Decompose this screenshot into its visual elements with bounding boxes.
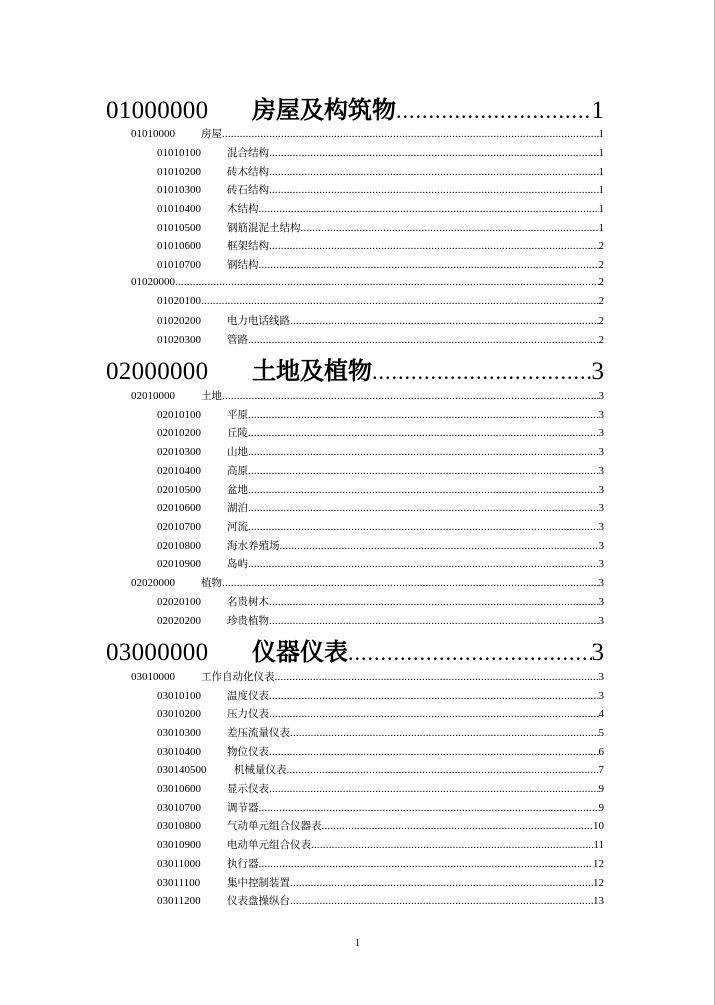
toc-entry-level3[interactable]: [157, 837, 604, 853]
dot-leader: [248, 427, 599, 439]
toc-page-number: 3: [598, 484, 604, 496]
dot-leader: [269, 166, 599, 178]
toc-title: 差压流量仪表: [227, 727, 290, 739]
toc-entry-level3[interactable]: [157, 762, 604, 778]
toc-entry-level3[interactable]: [157, 145, 604, 161]
dot-leader: [322, 820, 594, 832]
toc-page-number: 3: [598, 690, 604, 702]
toc-title: 土地: [201, 390, 222, 402]
toc-title: 植物: [201, 577, 222, 589]
dot-leader: [248, 558, 599, 570]
toc-code: 03010200: [157, 708, 201, 720]
toc-title: 名贵树木: [227, 596, 269, 608]
dot-leader: [269, 240, 599, 252]
toc-page-number: 5: [598, 727, 604, 739]
toc-page-number: 3: [591, 358, 604, 385]
toc-code: 02010800: [157, 540, 201, 552]
toc-page-number: 2: [598, 240, 604, 252]
toc-entry-level3[interactable]: [157, 538, 604, 554]
toc-code: 02010700: [157, 521, 201, 533]
toc-code: 03010600: [157, 783, 201, 795]
dot-leader: [248, 334, 599, 346]
toc-title: 管路: [227, 334, 248, 346]
dot-leader: [269, 147, 599, 159]
toc-code: 01010600: [157, 240, 201, 252]
toc-title: 工作自动化仪表: [201, 671, 275, 683]
toc-title: 电动单元组合仪表: [227, 839, 311, 851]
toc-title: 调节器: [227, 802, 259, 814]
toc-code: 01020000: [131, 276, 175, 288]
dot-leader: [222, 577, 599, 589]
toc-title: 房屋: [201, 128, 222, 140]
toc-code: 03011000: [157, 858, 201, 870]
toc-entry-level3[interactable]: [157, 856, 604, 872]
toc-title: 机械量仪表: [234, 764, 287, 776]
toc-code: 02020100: [157, 596, 201, 608]
toc-code: 02010500: [157, 484, 201, 496]
toc-entry-level2[interactable]: [131, 388, 604, 404]
toc-code: 01010300: [157, 184, 201, 196]
dot-leader: [396, 98, 592, 124]
toc-entry-level3[interactable]: [157, 875, 604, 891]
toc-code: 02010000: [131, 390, 175, 402]
dot-leader: [222, 128, 599, 140]
toc-page-number: 13: [593, 895, 604, 907]
toc-code: 01010200: [157, 166, 201, 178]
toc-page-number: 3: [591, 639, 604, 666]
toc-title: 砖木结构: [227, 166, 269, 178]
toc-entry-level3[interactable]: [157, 893, 604, 909]
toc-entry-level2[interactable]: [131, 669, 604, 685]
toc-page-number: 4: [598, 708, 604, 720]
toc-entry-level3[interactable]: [157, 425, 604, 441]
toc-entry-level3[interactable]: [157, 725, 604, 741]
toc-page-number: 10: [593, 820, 604, 832]
toc-title: 盆地: [227, 484, 248, 496]
toc-code: 02010600: [157, 502, 201, 514]
footer-page-number: 1: [354, 937, 361, 949]
dot-leader: [269, 615, 599, 627]
toc-title: 土地及植物: [252, 357, 372, 385]
toc-code: 03010400: [157, 746, 201, 758]
toc-page-number: 12: [593, 877, 604, 889]
toc-entry-level3[interactable]: [157, 613, 604, 629]
toc-page-number: 7: [598, 764, 604, 776]
dot-leader: [248, 521, 599, 533]
dot-leader: [290, 727, 599, 739]
toc-title: 房屋及构筑物: [252, 96, 396, 124]
toc-entry-level3[interactable]: [157, 744, 604, 760]
toc-entry-level1[interactable]: [106, 90, 604, 124]
toc-page-number: 2: [598, 276, 604, 288]
toc-title: 海水养殖场: [227, 540, 280, 552]
toc-entry-level3[interactable]: [157, 800, 604, 816]
dot-leader: [275, 671, 599, 683]
toc-entry-level3[interactable]: [157, 500, 604, 516]
toc-page-number: 6: [598, 746, 604, 758]
toc-page-number: 1: [591, 97, 604, 124]
toc-page-number: 9: [598, 802, 604, 814]
toc-entry-level3[interactable]: [157, 818, 604, 834]
toc-code: 01010700: [157, 259, 201, 271]
dot-leader: [269, 690, 599, 702]
toc-entry-level3[interactable]: [157, 781, 604, 797]
toc-page-number: 9: [598, 783, 604, 795]
toc-entry-level3[interactable]: [157, 407, 604, 423]
toc-code: 01020300: [157, 334, 201, 346]
toc-code: 02010200: [157, 427, 201, 439]
toc-entry-level3[interactable]: [157, 220, 604, 236]
toc-title: 物位仪表: [227, 746, 269, 758]
toc-code: 03011100: [157, 877, 201, 889]
toc-entry-level3[interactable]: [157, 332, 604, 348]
toc-title: 砖石结构: [227, 184, 269, 196]
toc-page-number: 1: [598, 166, 604, 178]
toc-code: 03010100: [157, 690, 201, 702]
toc-title: 执行器: [227, 858, 259, 870]
toc-entry-level3[interactable]: [157, 201, 604, 217]
toc-code: 01010100: [157, 147, 201, 159]
toc-code: 02020000: [131, 577, 175, 589]
toc-code: 03000000: [106, 639, 209, 666]
toc-entry-level3[interactable]: [157, 257, 604, 273]
dot-leader: [201, 295, 599, 307]
toc-page-number: 2: [598, 295, 604, 307]
toc-title: 河流: [227, 521, 248, 533]
toc-page-number: 1: [598, 128, 604, 140]
dot-leader: [259, 802, 599, 814]
toc-title: 压力仪表: [227, 708, 269, 720]
dot-leader: [269, 746, 599, 758]
toc-code: 03010300: [157, 727, 201, 739]
toc-code: 02010900: [157, 558, 201, 570]
toc-title: 钢结构: [227, 259, 259, 271]
dot-leader: [248, 502, 599, 514]
toc-code: 030140500: [157, 764, 207, 776]
toc-code: 02010300: [157, 446, 201, 458]
toc-entry-level1[interactable]: [106, 632, 604, 666]
toc-code: 03010800: [157, 820, 201, 832]
toc-entry-level3[interactable]: [157, 482, 604, 498]
toc-entry-level3[interactable]: [157, 313, 604, 329]
toc-page-number: 3: [598, 521, 604, 533]
toc-title: 高原: [227, 465, 248, 477]
toc-page-number: 2: [598, 259, 604, 271]
toc-code: 01010400: [157, 203, 201, 215]
toc-page-number: 3: [598, 465, 604, 477]
toc-entry-level3[interactable]: [157, 556, 604, 572]
toc-title: 山地: [227, 446, 248, 458]
toc-title: 木结构: [227, 203, 259, 215]
toc-entry-level3[interactable]: [157, 463, 604, 479]
toc-page-number: 3: [598, 558, 604, 570]
dot-leader: [311, 839, 593, 851]
toc-title: 丘陵: [227, 427, 248, 439]
dot-leader: [248, 484, 599, 496]
toc-entry-level1[interactable]: [106, 351, 604, 385]
toc-title: 混合结构: [227, 147, 269, 159]
toc-title: 湖泊: [227, 502, 248, 514]
toc-entry-level3[interactable]: [157, 706, 604, 722]
toc-page-number: 3: [598, 671, 604, 683]
dot-leader: [248, 409, 599, 421]
toc-code: 03010000: [131, 671, 175, 683]
dot-leader: [248, 465, 599, 477]
toc-code: 01020100: [157, 295, 201, 307]
dot-leader: [259, 259, 599, 271]
toc-entry-level3[interactable]: [157, 295, 604, 311]
dot-leader: [269, 783, 599, 795]
toc-page-number: 2: [598, 334, 604, 346]
toc-entry-level3[interactable]: [157, 238, 604, 254]
dot-leader: [290, 877, 593, 889]
dot-leader: [269, 184, 599, 196]
toc-title: 仪器仪表: [252, 638, 348, 666]
dot-leader: [175, 276, 599, 288]
toc-code: 01000000: [106, 97, 209, 124]
toc-entry-level3[interactable]: [157, 688, 604, 704]
dot-leader: [290, 315, 599, 327]
toc-page-number: 3: [598, 427, 604, 439]
toc-code: 03010900: [157, 839, 201, 851]
toc-page-number: 3: [598, 502, 604, 514]
toc-code: 01010500: [157, 222, 201, 234]
toc-code: 02010400: [157, 465, 201, 477]
toc-page-number: 1: [598, 184, 604, 196]
toc-code: 02010100: [157, 409, 201, 421]
toc-page-number: 1: [598, 203, 604, 215]
toc-entry-level2[interactable]: [131, 126, 604, 142]
dot-leader: [248, 446, 599, 458]
dot-leader: [269, 708, 599, 720]
dot-leader: [222, 390, 599, 402]
toc-title: 框架结构: [227, 240, 269, 252]
toc-title: 岛屿: [227, 558, 248, 570]
toc-title: 显示仪表: [227, 783, 269, 795]
toc-title: 钢筋混泥土结构: [227, 222, 301, 234]
toc-page-number: 12: [593, 858, 604, 870]
toc-page-number: 3: [598, 390, 604, 402]
toc-title: 电力电话线路: [227, 315, 290, 327]
toc-title: 仪表盘操纵台: [227, 895, 290, 907]
dot-leader: [287, 764, 599, 776]
toc-page-number: 3: [598, 596, 604, 608]
toc-page-number: 3: [598, 540, 604, 552]
toc-title: 集中控制装置: [227, 877, 290, 889]
dot-leader: [372, 359, 592, 385]
toc-code: 03011200: [157, 895, 201, 907]
toc-page-number: 3: [598, 615, 604, 627]
toc-page-number: 11: [593, 839, 604, 851]
dot-leader: [290, 895, 593, 907]
dot-leader: [259, 203, 599, 215]
toc-title: 气动单元组合仪器表: [227, 820, 322, 832]
toc-entry-level3[interactable]: [157, 182, 604, 198]
toc-entry-level2[interactable]: [131, 276, 604, 292]
dot-leader: [269, 596, 599, 608]
toc-code: 02000000: [106, 358, 209, 385]
toc-code: 01020200: [157, 315, 201, 327]
toc-page-number: 1: [598, 222, 604, 234]
toc-code: 01010000: [131, 128, 175, 140]
toc-page-number: 1: [598, 147, 604, 159]
toc-page-number: 3: [598, 577, 604, 589]
toc-page-number: 3: [598, 409, 604, 421]
toc-entry-level2[interactable]: [131, 575, 604, 591]
dot-leader: [259, 858, 594, 870]
toc-entry-level3[interactable]: [157, 519, 604, 535]
toc-code: 03010700: [157, 802, 201, 814]
dot-leader: [301, 222, 599, 234]
toc-title: 珍贵植物: [227, 615, 269, 627]
toc-entry-level3[interactable]: [157, 164, 604, 180]
dot-leader: [348, 640, 592, 666]
toc-entry-level3[interactable]: [157, 444, 604, 460]
toc-title: 平原: [227, 409, 248, 421]
toc-title: 温度仪表: [227, 690, 269, 702]
toc-page-number: 3: [598, 446, 604, 458]
toc-entry-level3[interactable]: [157, 594, 604, 610]
toc-page-number: 2: [598, 315, 604, 327]
toc-code: 02020200: [157, 615, 201, 627]
dot-leader: [280, 540, 599, 552]
